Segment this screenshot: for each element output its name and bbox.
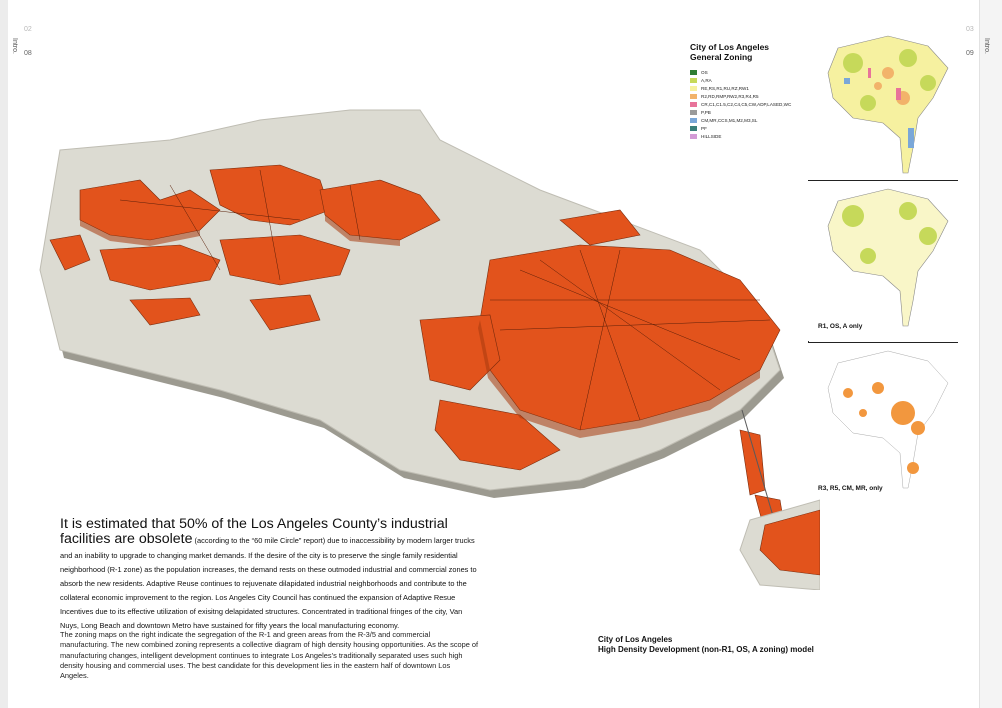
legend-title-line1: City of Los Angeles xyxy=(690,42,770,52)
legend-label: CR,C1,C1.5,C2,C4,C5,CW,ADP,LASED,WC xyxy=(701,101,792,107)
map-caption-line2: High Density Development (non-R1, OS, A zoning) model xyxy=(598,645,814,654)
legend-label: PF xyxy=(701,125,707,131)
zoning-maps-column xyxy=(808,28,958,498)
legend-item xyxy=(690,68,810,76)
legend-swatch xyxy=(690,118,697,123)
legend-item xyxy=(690,132,810,140)
legend-swatch xyxy=(690,102,697,107)
legend-item xyxy=(690,108,810,116)
left-page-number: 08 xyxy=(24,50,32,57)
legend-label: R2,RD,RMP,RW2,R3,R4,R5 xyxy=(701,93,759,99)
legend-swatch xyxy=(690,126,697,131)
left-section-tab: Intro. xyxy=(11,38,18,54)
legend-item xyxy=(690,100,810,108)
legend-label: A,RA xyxy=(701,77,712,83)
left-margin-strip xyxy=(0,0,8,708)
right-section-tab: Intro. xyxy=(983,38,990,54)
caption-r3-r5-cm-mr: R3, R5, CM, MR, only xyxy=(818,485,883,492)
intro-headline xyxy=(60,516,480,630)
legend-label: P,PB xyxy=(701,109,711,115)
right-page-number: 09 xyxy=(966,50,974,57)
legend-label: HILLSIDE xyxy=(701,133,722,139)
legend-label: CM,MR,CCS,M1,M2,M3,SL xyxy=(701,117,758,123)
right-page-number-top: 03 xyxy=(966,26,974,33)
zoning-map-r3-r5-cm-mr xyxy=(808,343,958,498)
legend-swatch xyxy=(690,134,697,139)
map-caption xyxy=(598,635,814,655)
zoning-map-r1-os-a xyxy=(808,181,958,341)
paragraph-1: (according to the “60 mile Circle” report) due to inaccessibility by modern larger trucks and an inability to upgrade to changing market demands. If the desire of the city is to preserve the single family residential neighborhood (R-1 zone) as the population increases, the demand rests on these outmoded industrial and commercial zones to absorb the new residents. Adaptive Reuse continues to rejuvenate dilapidated industrial neighborhoods and contribute to the collateral economic improvement to the region. Los Angeles City Council has continued the expansion of Adaptive Resue Incentives due to its effective utilization of exisitng delapidated structures. Concentrated in traditional fringes of the city, Van Nuys, Long Beach and downtown Metro have sustained for fifty years the local manufacturing economy. xyxy=(60,536,477,630)
right-margin-strip xyxy=(979,0,1002,708)
legend-title-line2: General Zoning xyxy=(690,52,753,62)
legend-swatch xyxy=(690,70,697,75)
legend-item xyxy=(690,124,810,132)
legend-item xyxy=(690,116,810,124)
legend-swatch xyxy=(690,94,697,99)
legend-item xyxy=(690,84,810,92)
zoning-legend xyxy=(690,42,810,140)
caption-r1-os-a: R1, OS, A only xyxy=(818,323,863,330)
legend-swatch xyxy=(690,86,697,91)
legend-item xyxy=(690,76,810,84)
left-page-number-top: 02 xyxy=(24,26,32,33)
intro-text-block xyxy=(60,516,480,681)
high-density-3d-map xyxy=(20,70,820,590)
legend-swatch xyxy=(690,78,697,83)
legend-label: OS xyxy=(701,69,708,75)
paragraph-2: The zoning maps on the right indicate the segregation of the R-1 and green areas from the R-3/5 and commercial manufacturing. The new combined zoning represents a collective diagram of high density housing opportunities. As the scope of manufacturing changes, intelligent development continues to integrate Los Angeles’s traditionally separated uses such high density housing and commercial uses. The best candidate for this development lies in the eastern half of downtown Los Angeles. xyxy=(60,630,479,681)
zoning-map-general xyxy=(808,28,958,180)
legend-item xyxy=(690,92,810,100)
legend-swatch xyxy=(690,110,697,115)
legend-label: RE,RS,R1,RU,RZ,RW1 xyxy=(701,85,749,91)
legend-items xyxy=(690,68,810,140)
map-caption-line1: City of Los Angeles xyxy=(598,635,673,644)
headline-lead: It is estimated that 50% of the Los Angeles County’s industrial facilities are obsolete xyxy=(60,516,448,547)
